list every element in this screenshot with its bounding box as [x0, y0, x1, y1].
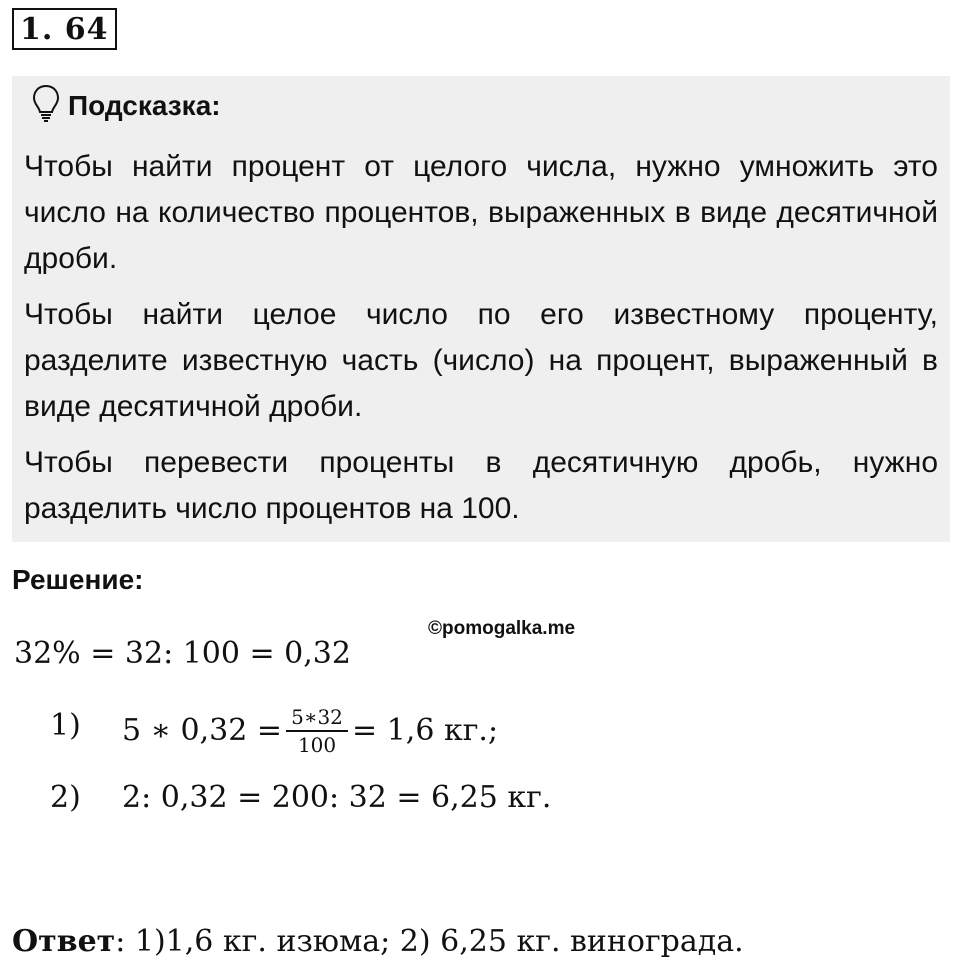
answer: [12, 922, 744, 962]
answer-label: Ответ: [12, 924, 116, 959]
fraction-bar: [286, 730, 348, 732]
hint-paragraph-3: Чтобы перевести проценты в десятичную дробь, нужно разделить число процентов на 100.: [24, 446, 938, 525]
hint-header: [32, 86, 221, 126]
lightbulb-icon: [32, 84, 60, 129]
solution-label: Решение:: [12, 564, 144, 595]
hint-box: [12, 76, 950, 542]
fraction-denominator: 100: [297, 733, 337, 757]
hint-paragraph-2: Чтобы найти целое число по его известному проценту, разделите известную часть (число) на процент, выраженный в виде десятичной дроби.: [24, 298, 938, 423]
step-1-number: 1): [50, 708, 81, 743]
step-1-left: 5 ∗ 0,32 =: [122, 713, 283, 748]
hint-title: Подсказка:: [68, 90, 221, 121]
step-1-fraction: [286, 706, 348, 756]
step-2-expression: 2: 0,32 = 200: 32 = 6,25 кг.: [122, 780, 552, 815]
fraction-numerator: 5∗32: [291, 705, 343, 729]
step-1-expression: [122, 706, 498, 756]
watermark: ©pomogalka.me: [428, 618, 576, 639]
step-2-number: 2): [50, 780, 81, 815]
main-equation: 32% = 32: 100 = 0,32: [14, 636, 351, 671]
answer-text: : 1)1,6 кг. изюма; 2) 6,25 кг. винограда.: [115, 924, 744, 959]
step-1-right: = 1,6 кг.;: [352, 713, 499, 748]
task-number: 1. 64: [12, 8, 117, 50]
hint-paragraph-1: Чтобы найти процент от целого числа, нужно умножить это число на количество процентов, выраженных в виде десятичной дроби.: [24, 150, 938, 275]
